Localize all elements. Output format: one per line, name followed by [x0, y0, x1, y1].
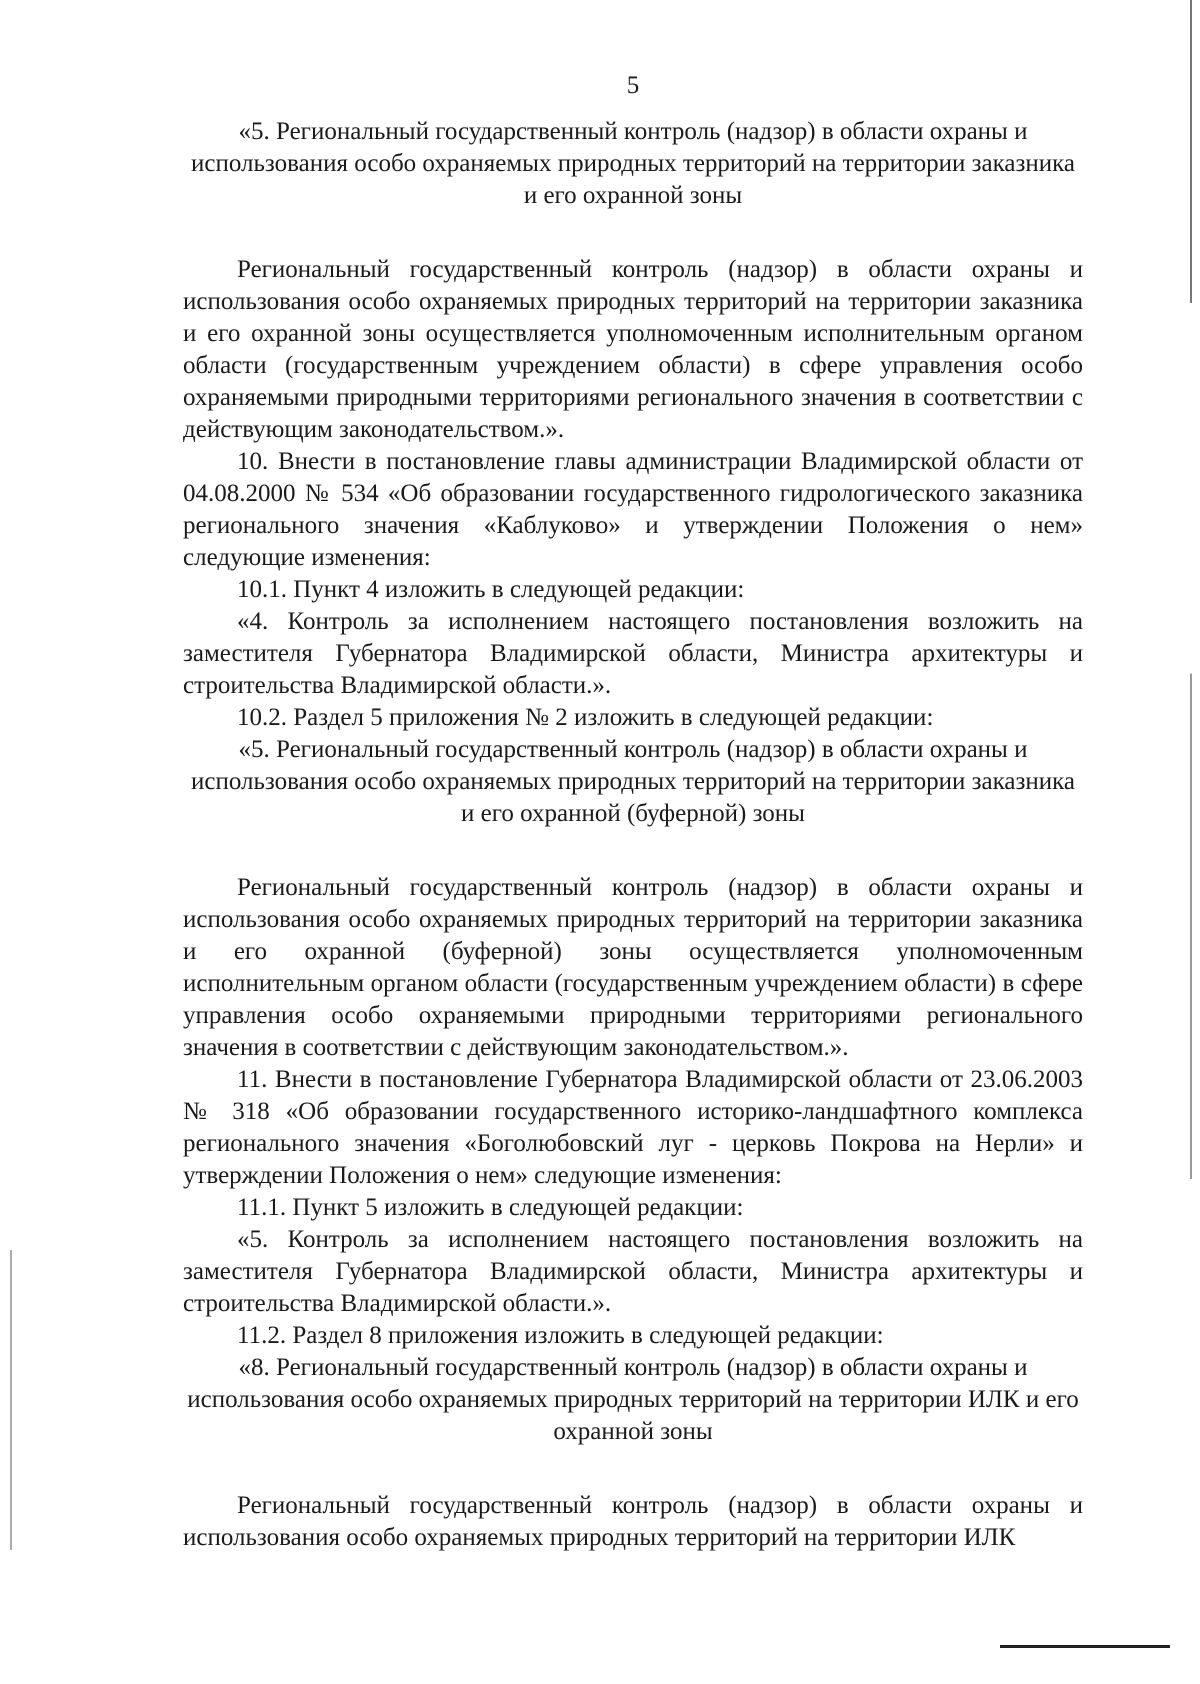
blank-line: [183, 1448, 1083, 1490]
paragraph: 11.2. Раздел 8 приложения изложить в следующей редакции:: [237, 1322, 884, 1349]
document-page: [183, 70, 1083, 1554]
document-body: [183, 116, 1083, 1554]
paragraph: 10. Внести в постановление главы администрации Владимирской области от 04.08.2000 № 534 «Об образовании государственного гидрологического заказника регионального значения «Каблуково» и утверждении Положения о нем» следующие изменения:: [183, 448, 1083, 571]
paragraph: 11. Внести в постановление Губернатора Владимирской области от 23.06.2003 № 318 «Об образовании государственного историко-ландшафтного комплекса регионального значения «Боголюбовский луг - церковь Покрова на Нерли» и утверждении Положения о нем» следующие изменения:: [183, 1066, 1083, 1189]
paragraph: «4. Контроль за исполнением настоящего постановления возложить на заместителя Губернатора Владимирской области, Министра архитектуры и строительства Владимирской области.».: [183, 608, 1083, 699]
scan-bottom-mark: [1000, 1645, 1170, 1648]
section-heading: «8. Региональный государственный контроль (надзор) в области охраны и использования особо охраняемых природных территорий на территории ИЛК и его охранной зоны: [187, 1354, 1079, 1445]
scan-edge-mark-left: [10, 1250, 12, 1550]
paragraph: Региональный государственный контроль (надзор) в области охраны и использования особо охраняемых природных территорий на территории заказника и его охранной зоны осуществляется уполномоченным исполнительным органом области (государственным учреждением области) в сфере управления особо охраняемыми природными территориями регионального значения в соответствии с действующим законодательством.».: [183, 256, 1083, 443]
section-heading: «5. Региональный государственный контроль (надзор) в области охраны и использования особо охраняемых природных территорий на территории заказника и его охранной (буферной) зоны: [191, 736, 1075, 827]
paragraph: Региональный государственный контроль (надзор) в области охраны и использования особо охраняемых природных территорий на территории заказника и его охранной (буферной) зоны осуществляется уполномоченным исполнительным органом области (государственным учреждением области) в сфере управления особо охраняемыми природными территориями регионального значения в соответствии с действующим законодательством.».: [183, 874, 1083, 1061]
paragraph: 10.2. Раздел 5 приложения № 2 изложить в следующей редакции:: [237, 704, 934, 731]
blank-line: [183, 212, 1083, 254]
paragraph: 11.1. Пункт 5 изложить в следующей редакции:: [237, 1194, 744, 1221]
paragraph: Региональный государственный контроль (надзор) в области охраны и использования особо охраняемых природных территорий на территории ИЛК: [183, 1492, 1083, 1551]
paragraph: 10.1. Пункт 4 изложить в следующей редакции:: [237, 576, 745, 603]
blank-line: [183, 830, 1083, 872]
paragraph: «5. Контроль за исполнением настоящего постановления возложить на заместителя Губернатора Владимирской области, Министра архитектуры и строительства Владимирской области.».: [183, 1226, 1083, 1317]
scan-edge-mark: [1190, 0, 1192, 1684]
page-number: 5: [626, 72, 640, 99]
section-heading: «5. Региональный государственный контроль (надзор) в области охраны и использования особо охраняемых природных территорий на территории заказника и его охранной зоны: [191, 118, 1075, 209]
